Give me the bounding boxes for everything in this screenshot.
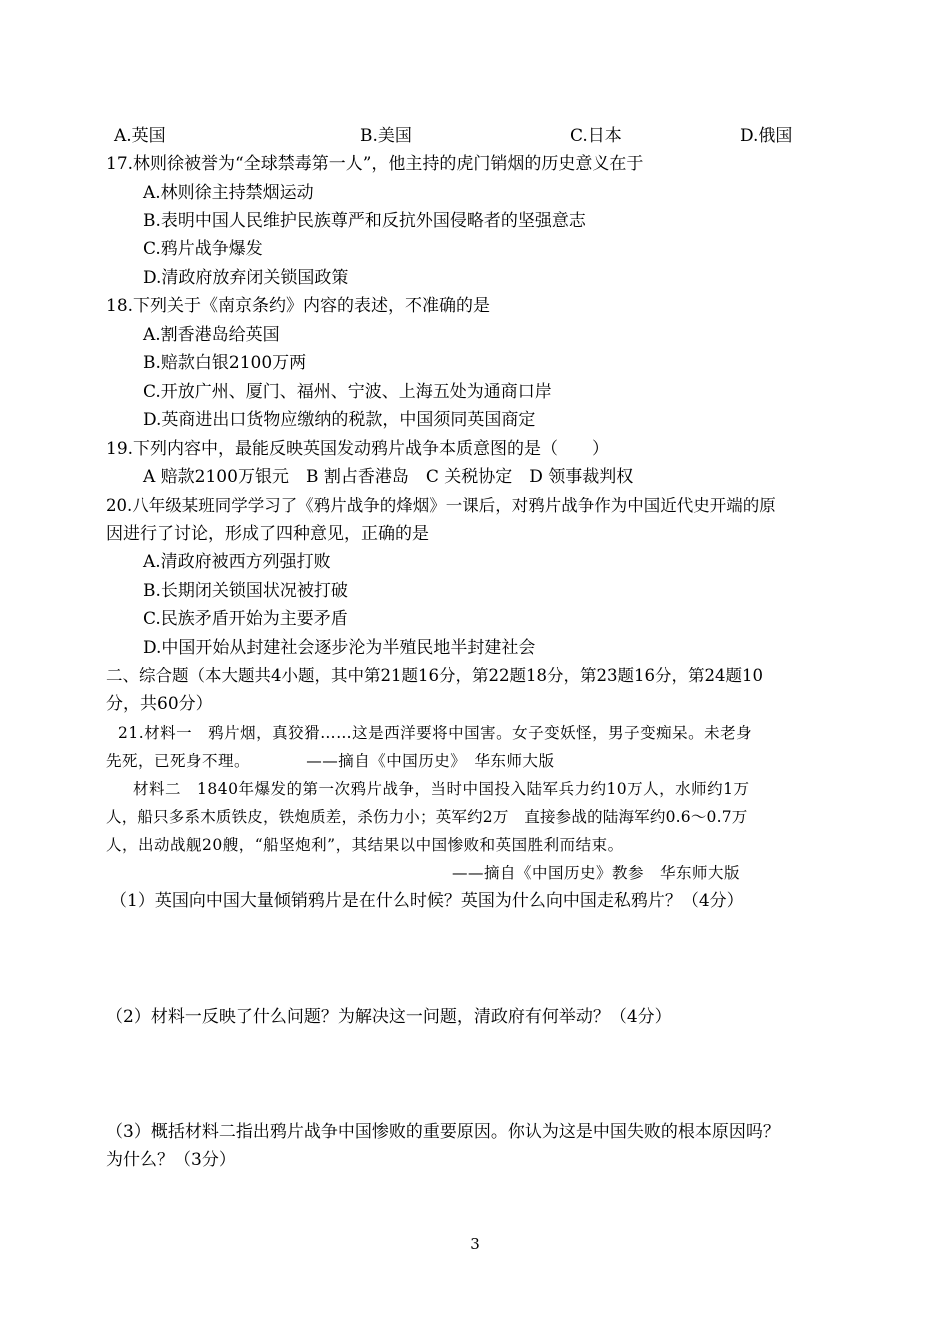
q18-option-d: D.英商进出口货物应缴纳的税款，中国须同英国商定 bbox=[143, 410, 536, 430]
q16-option-d: D.俄国 bbox=[740, 126, 793, 146]
q16-option-a: A.英国 bbox=[114, 126, 166, 146]
q21-sub1: （1）英国向中国大量倾销鸦片是在什么时候？英国为什么向中国走私鸦片？（4分） bbox=[110, 891, 744, 911]
q16-option-c: C.日本 bbox=[570, 126, 622, 146]
q18-stem: 18.下列关于《南京条约》内容的表述，不准确的是 bbox=[106, 296, 491, 316]
q18-option-a: A.割香港岛给英国 bbox=[143, 325, 280, 345]
q20-option-d: D.中国开始从封建社会逐步沦为半殖民地半封建社会 bbox=[143, 638, 536, 658]
q16-option-b: B.美国 bbox=[360, 126, 412, 146]
section2-heading-line1: 二、综合题（本大题共4小题，其中第21题16分，第22题18分，第23题16分，第24题10 bbox=[106, 666, 763, 685]
q20-option-c: C.民族矛盾开始为主要矛盾 bbox=[143, 609, 348, 629]
q20-option-b: B.长期闭关锁国状况被打破 bbox=[143, 581, 348, 601]
q17-stem: 17.林则徐被誉为“全球禁毒第一人”，他主持的虎门销烟的历史意义在于 bbox=[106, 154, 644, 174]
q21-sub3-line1: （3）概括材料二指出鸦片战争中国惨败的重要原因。你认为这是中国失败的根本原因吗？ bbox=[106, 1122, 780, 1142]
q20-stem-line1: 20.八年级某班同学学习了《鸦片战争的烽烟》一课后，对鸦片战争作为中国近代史开端的原 bbox=[106, 496, 776, 515]
q17-option-c: C.鸦片战争爆发 bbox=[143, 239, 263, 259]
q20-stem-line2: 因进行了讨论，形成了四种意见，正确的是 bbox=[106, 524, 429, 544]
q17-option-b: B.表明中国人民维护民族尊严和反抗外国侵略者的坚强意志 bbox=[143, 211, 586, 231]
q21-material2-line3: 人，出动战舰20艘，“船坚炮利”，其结果以中国惨败和英国胜利而结束。 bbox=[106, 836, 624, 854]
q21-material2-source: ——摘自《中国历史》教参 华东师大版 bbox=[452, 864, 741, 882]
q21-sub3-line2: 为什么？（3分） bbox=[106, 1150, 236, 1170]
q17-option-a: A.林则徐主持禁烟运动 bbox=[143, 183, 314, 203]
q19-options: A 赔款2100万银元 B 割占香港岛 C 关税协定 D 领事裁判权 bbox=[143, 467, 634, 487]
q19-stem: 19.下列内容中，最能反映英国发动鸦片战争本质意图的是（ ） bbox=[106, 439, 610, 459]
q21-sub2: （2）材料一反映了什么问题？为解决这一问题，清政府有何举动？（4分） bbox=[106, 1007, 672, 1027]
q20-option-a: A.清政府被西方列强打败 bbox=[143, 552, 331, 572]
page-number: 3 bbox=[470, 1235, 480, 1253]
q18-option-b: B.赔款白银2100万两 bbox=[143, 353, 307, 373]
q21-material1-line2: 先死，已死身不理。 ——摘自《中国历史》 华东师大版 bbox=[106, 752, 555, 770]
q21-material2-line1: 材料二 1840年爆发的第一次鸦片战争，当时中国投入陆军兵力约10万人，水师约1万 bbox=[133, 780, 750, 798]
section2-heading-line2: 分，共60分） bbox=[106, 694, 213, 714]
q17-option-d: D.清政府放弃闭关锁国政策 bbox=[143, 268, 349, 288]
q18-option-c: C.开放广州、厦门、福州、宁波、上海五处为通商口岸 bbox=[143, 382, 552, 402]
q21-material1-line1: 21.材料一 鸦片烟，真狡猾……这是西洋要将中国害。女子变妖怪，男子变痴呆。未老身 bbox=[118, 724, 753, 742]
q21-material2-line2: 人，船只多系木质铁皮，铁炮质差，杀伤力小；英军约2万 直接参战的陆海军约0.6～0.7万 bbox=[106, 808, 748, 826]
